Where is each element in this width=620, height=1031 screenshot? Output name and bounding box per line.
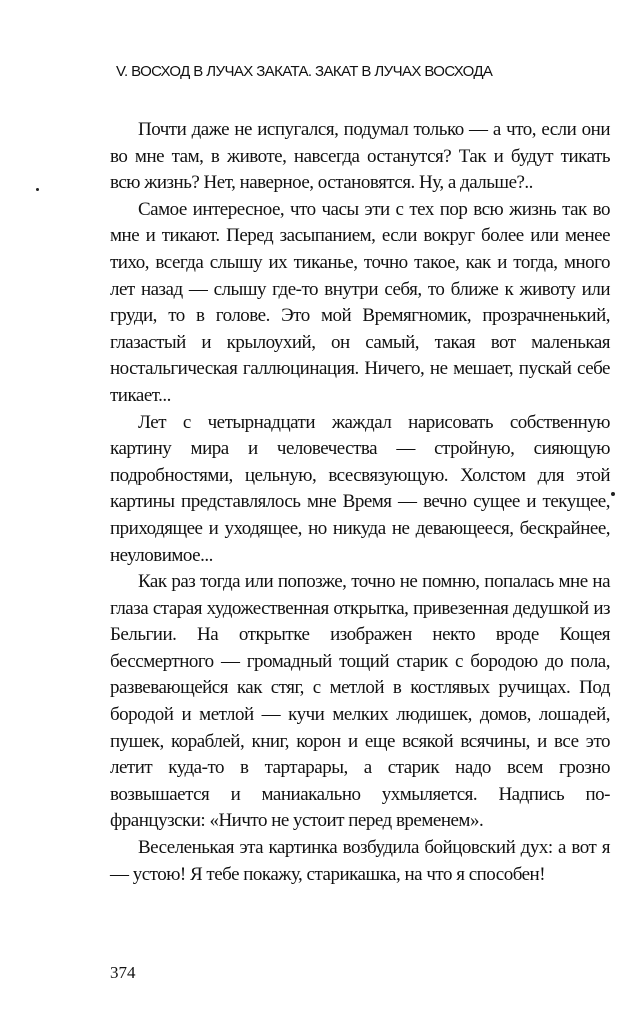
scan-speck <box>36 188 39 191</box>
body-text <box>110 117 610 888</box>
paragraph: Почти даже не испугался, подумал только — а что, если они во мне там, в животе, навсегда останутся? Так и будут тикать всю жизнь? Нет, наверное, остановятся. Ну, а дальше?.. <box>110 119 610 194</box>
running-head: V. ВОСХОД В ЛУЧАХ ЗАКАТА. ЗАКАТ В ЛУЧАХ ВОСХОДА <box>116 63 493 80</box>
paragraph: Самое интересное, что часы эти с тех пор всю жизнь так во мне и тикают. Перед засыпанием, если вокруг более или менее тихо, всегда слышу их тиканье, точно такое, как и тогда, много лет назад — слышу где-то внутри себя, то ближе к животу или груди, то в голове. Это мой Времягномик, прозрачненький, глазастый и крылоухий, он самый, такая вот маленькая ностальгическая галлюцинация. Ничего, не мешает, пускай себе тикает... <box>110 198 610 406</box>
paragraph: Как раз тогда или попозже, точно не помню, попалась мне на глаза старая художественная открытка, привезенная дедушкой из Бельгии. На открытке изображен некто вроде Кощея бессмертного — громадный тощий старик с бородою до пола, развевающейся как стяг, с метлой в костлявых ручищах. Под бородой и метлой — кучи мелких людишек, домов, лошадей, пушек, кораблей, книг, корон и еще всякой всячины, и все это летит куда-то в тартарары, а старик надо всем грозно возвышается и маниакально ухмыляется. Надпись по-французски: «Ничто не устоит перед временем». <box>110 571 610 832</box>
scan-speck <box>611 492 615 496</box>
paragraph: Веселенькая эта картинка возбудила бойцовский дух: а вот я — устою! Я тебе покажу, старикашка, на что я способен! <box>110 837 610 885</box>
paragraph: Лет с четырнадцати жаждал нарисовать собственную картину мира и человечества — стройную, сияющую подробностями, цельную, всесвязующую. Холстом для этой картины представлялось мне Время — вечно сущее и текущее, приходящее и уходящее, но никуда не девающееся, бескрайнее, неуловимое... <box>110 411 610 566</box>
page-number: 374 <box>110 963 136 982</box>
